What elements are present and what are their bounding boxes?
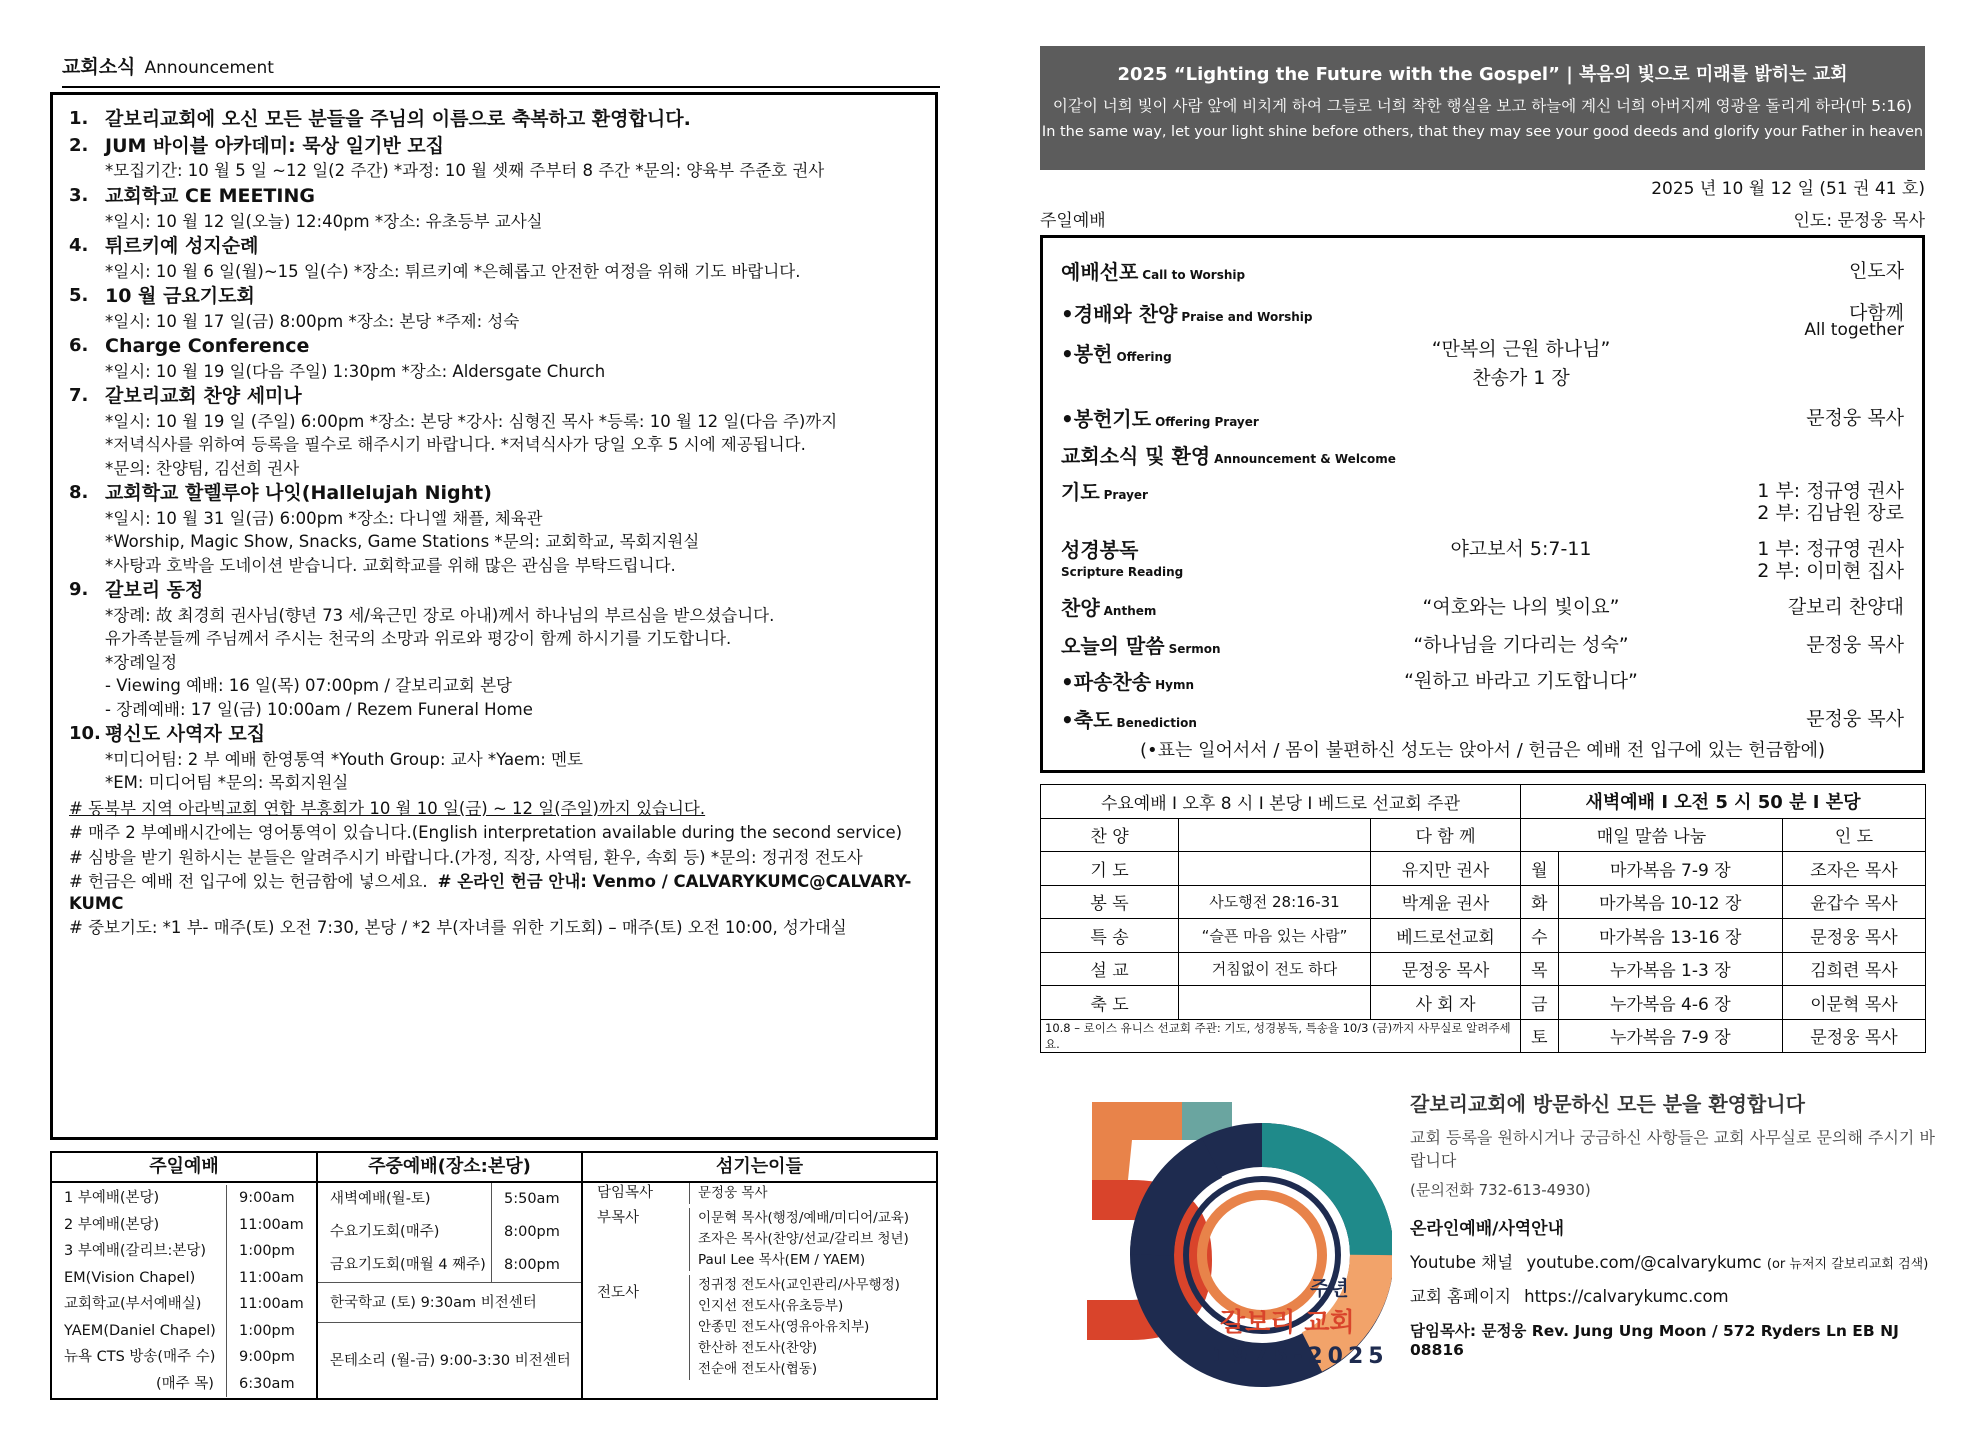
bulletin-date: 2025 년 10 월 12 일 (51 권 41 호) — [1651, 179, 1925, 199]
worship-note: (•표는 일어서서 / 몸이 불편하신 성도는 앉아서 / 헌금은 예배 전 입구에 있는 헌금함에) — [1140, 740, 1825, 761]
schedule-time: 5:50am — [491, 1183, 581, 1216]
schedule-name: 교회학교(부서예배실) — [64, 1296, 202, 1312]
announcement-number: 7. — [69, 385, 89, 407]
worship-row — [1061, 440, 1904, 469]
schedule-extra: 한국학교 (토) 9:30am 비전센터 — [318, 1282, 581, 1322]
staff-name: 조자은 목사(찬양/선교/갈리브 청년) — [698, 1231, 909, 1247]
schedule-name: 1 부예배(본당) — [64, 1190, 160, 1206]
worship-item-ko: 오늘의 말씀 — [1061, 634, 1165, 658]
schedule-time: 11:00am — [226, 1212, 316, 1239]
announcement-title: 튀르키예 성지순례 — [105, 234, 259, 257]
worship-item-label — [1061, 634, 1221, 658]
announcement-detail: *일시: 10 월 17 일(금) 8:00pm *장소: 본당 *주제: 성숙 — [105, 311, 520, 331]
worship-item-en: Prayer — [1103, 488, 1148, 502]
announcement-body — [105, 722, 921, 794]
announcement-item — [69, 184, 921, 232]
announcement-item — [69, 234, 921, 282]
table-row — [1041, 852, 1926, 886]
announcement-item — [69, 384, 921, 479]
table-cell: 인 도 — [1782, 818, 1925, 852]
staff-role: 부목사 — [597, 1210, 640, 1226]
table-cell: 누가복음 4-6 장 — [1558, 986, 1782, 1020]
worship-item-detail: “하나님을 기다리는 성숙” — [1413, 634, 1629, 656]
announcement-item — [69, 107, 921, 132]
announcement-number: 3. — [69, 184, 89, 206]
schedule-row — [52, 1238, 316, 1265]
worship-item-ko: •봉헌기도 — [1061, 407, 1152, 431]
announcement-title: JUM 바이블 아카데미: 묵상 일기반 모집 — [105, 134, 445, 157]
worship-item-leader: 인도자 — [1848, 260, 1904, 282]
staff-name: 이문혁 목사(행정/예배/미디어/교육) — [698, 1210, 910, 1226]
announcement-number: 9. — [69, 579, 89, 601]
worship-item-detail: “원하고 바라고 기도합니다” — [1404, 670, 1638, 692]
announcement-detail: *장례일정 — [105, 652, 178, 672]
schedule-row — [52, 1291, 316, 1318]
table-cell: 기 도 — [1041, 852, 1179, 886]
announcement-detail: 유가족분들께 주님께서 주시는 천국의 소망과 위로와 평강이 함께 하시기를 기도합니다. — [105, 629, 732, 649]
homepage-line — [1410, 1283, 1950, 1307]
homepage-link[interactable]: https://calvarykumc.com — [1524, 1287, 1729, 1306]
worship-item-leader: 다함께 — [1848, 302, 1904, 324]
announcement-notes — [69, 798, 921, 939]
banner-verse-en: In the same way, let your light shine before others, that they may see your good deeds and glorify your Father in heaven — [1041, 124, 1924, 140]
note-line — [69, 917, 921, 938]
worship-item-leader: All together — [1804, 320, 1904, 340]
table-cell: 수 — [1521, 919, 1559, 953]
announcement-body — [105, 578, 921, 720]
service-line — [1040, 206, 1925, 231]
worship-item-en: Praise and Worship — [1181, 310, 1313, 324]
logo-suffix: 주년 — [1310, 1276, 1349, 1300]
table-cell: 다 함 께 — [1371, 818, 1521, 852]
worship-order — [1040, 235, 1925, 773]
table-cell: 문정웅 목사 — [1782, 919, 1925, 953]
announcement-detail: *일시: 10 월 6 일(월)~15 일(수) *장소: 튀르키예 *은혜롭고 안전한 여정을 위해 기도 바랍니다. — [105, 261, 801, 281]
table-row — [1041, 885, 1926, 919]
table-cell: 설 교 — [1041, 952, 1179, 986]
announcement-item — [69, 284, 921, 332]
worship-item-ko: 기도 — [1061, 480, 1100, 504]
announcement-header — [62, 52, 940, 88]
announcement-detail: *EM: 미디어팀 *문의: 목회지원실 — [105, 773, 349, 793]
announcement-number: 5. — [69, 285, 89, 307]
table-cell: 누가복음 1-3 장 — [1558, 952, 1782, 986]
worship-row — [1061, 256, 1904, 285]
table-cell: 마가복음 7-9 장 — [1558, 852, 1782, 886]
logo-church-name: 갈보리 교회 — [1220, 1308, 1355, 1338]
announcement-body — [105, 134, 921, 182]
announcement-number: 4. — [69, 234, 89, 256]
youtube-link[interactable]: youtube.com/@calvarykumc — [1526, 1253, 1762, 1272]
table-cell — [1179, 818, 1371, 852]
announcement-item — [69, 134, 921, 182]
announcement-body — [105, 481, 921, 576]
register-text: 교회 등록을 원하시거나 궁금하신 사항들은 교회 사무실로 문의해 주시기 바랍니다 — [1410, 1128, 1935, 1170]
service-leader: 인도: 문정웅 목사 — [1793, 211, 1925, 231]
staff-names — [689, 1208, 909, 1271]
table-foot-note: 10.8 – 로이스 유니스 선교회 주관: 기도, 성경봉독, 특송을 10/3 (금)까지 사무실로 알려주세요. — [1041, 1019, 1521, 1053]
staff-name: 안종민 전도사(영유아유치부) — [698, 1319, 870, 1335]
worship-item-en: Offering — [1116, 350, 1172, 364]
announcement-title: 10 월 금요기도회 — [105, 285, 255, 308]
youtube-label: Youtube 채널 — [1410, 1253, 1514, 1272]
worship-item-en: Sermon — [1168, 642, 1221, 656]
worship-item-detail: “만복의 근원 하나님” — [1431, 338, 1611, 360]
schedule-extra: 몬테소리 (월-금) 9:00-3:30 비전센터 — [318, 1322, 581, 1398]
worship-item-label — [1061, 480, 1148, 504]
announcement-title: 교회학교 CE MEETING — [105, 184, 315, 207]
announcement-detail: *문의: 찬양팀, 김선희 권사 — [105, 458, 300, 478]
schedule-name: 2 부예배(본당) — [64, 1216, 160, 1233]
schedule-time: 9:00pm — [226, 1344, 316, 1371]
schedule-row — [52, 1185, 316, 1212]
worship-item-en: Anthem — [1103, 604, 1157, 618]
worship-row — [1061, 298, 1904, 327]
schedule-name: 3 부예배(갈리브:본당) — [64, 1243, 207, 1259]
table-cell: 박계윤 권사 — [1371, 885, 1521, 919]
staff-name: 인지선 전도사(유초등부) — [698, 1298, 844, 1314]
header-title-ko: 교회소식 — [62, 56, 136, 78]
youtube-line — [1410, 1249, 1950, 1273]
schedule-row — [52, 1318, 316, 1345]
staff-list — [583, 1153, 936, 1398]
anniversary-logo — [1062, 1090, 1392, 1400]
announcement-detail: *일시: 10 월 19 일 (주일) 6:00pm *장소: 본당 *강사: 심형진 목사 *등록: 10 월 12 일(다음 주)까지 — [105, 412, 838, 431]
worship-row — [1061, 630, 1904, 659]
announcement-title: 평신도 사역자 모집 — [105, 723, 266, 746]
schedule-name: YAEM(Daniel Chapel) — [64, 1322, 216, 1339]
announcement-number: 2. — [69, 134, 89, 156]
theme-banner — [1040, 46, 1925, 170]
worship-item-ko: •축도 — [1061, 708, 1113, 732]
announcement-detail: *사탕과 호박을 도네이션 받습니다. 교회학교를 위해 많은 관심을 부탁드립니다. — [105, 555, 676, 575]
table-row — [1041, 818, 1926, 852]
worship-item-en: Scripture Reading — [1061, 565, 1184, 579]
table-cell: 목 — [1521, 952, 1559, 986]
announcement-body — [105, 234, 921, 282]
note-line — [69, 871, 921, 914]
announcement-detail: *모집기간: 10 월 5 일 ~12 일(2 주간) *과정: 10 월 셋째 주부터 8 주간 *문의: 양육부 주준호 권사 — [105, 161, 825, 181]
schedule-row — [318, 1183, 581, 1216]
staff-name: 정귀정 전도사(교인관리/사무행정) — [698, 1277, 900, 1293]
worship-item-label — [1061, 407, 1259, 431]
wednesday-dawn-table — [1040, 784, 1926, 1053]
announcement-title: 갈보리 동정 — [105, 579, 204, 602]
staff-role: 전도사 — [597, 1285, 640, 1301]
table-cell: 찬 양 — [1041, 818, 1179, 852]
table-cell: 매일 말씀 나눔 — [1521, 818, 1783, 852]
staff-names — [689, 1275, 900, 1380]
staff-row — [583, 1183, 936, 1204]
staff-names — [689, 1183, 768, 1204]
announcement-body — [105, 184, 921, 232]
announcement-detail: *일시: 10 월 12 일(오늘) 12:40pm *장소: 유초등부 교사실 — [105, 211, 543, 231]
announcement-body — [105, 284, 921, 332]
phone-text: (문의전화 732-613-4930) — [1410, 1181, 1591, 1199]
table-cell: 이문혁 목사 — [1782, 986, 1925, 1020]
table-cell: 축 도 — [1041, 986, 1179, 1020]
worship-item-label — [1061, 342, 1172, 366]
schedule-row — [318, 1249, 581, 1282]
note-text: # 동북부 지역 아라빅교회 연합 부흥회가 10 월 10 일(금) ~ 12 일(주일)까지 있습니다. — [69, 798, 706, 818]
announcement-detail: *장례: 故 최경희 권사님(향년 73 세/육근민 장로 아내)께서 하나님의 부르심을 받으셨습니다. — [105, 606, 775, 625]
worship-item-detail: 야고보서 5:7-11 — [1450, 538, 1592, 560]
staff-name: 전순애 전도사(협동) — [698, 1361, 818, 1377]
schedule-row — [52, 1344, 316, 1371]
worship-item-label — [1061, 302, 1313, 326]
schedule-time: 1:00pm — [226, 1318, 316, 1345]
staff-title: 섬기는이들 — [583, 1153, 936, 1183]
table-cell: 윤갑수 목사 — [1782, 885, 1925, 919]
sunday-schedule-title: 주일예배 — [52, 1153, 316, 1183]
table-cell: 조자은 목사 — [1782, 852, 1925, 886]
announcement-title: Charge Conference — [105, 335, 310, 358]
logo-years: 1975-2025 — [1212, 1344, 1389, 1369]
worship-item-detail: 찬송가 1 장 — [1472, 367, 1570, 389]
worship-row — [1061, 403, 1904, 432]
worship-item-en: Hymn — [1155, 678, 1194, 692]
note-text: # 심방을 받기 원하시는 분들은 알려주시기 바랍니다.(가정, 직장, 사역팀, 환우, 속회 등) *문의: 정귀정 전도사 — [69, 847, 863, 867]
schedule-name: 수요기도회(매주) — [330, 1224, 440, 1240]
schedule-name: 새벽예배(월-토) — [330, 1191, 431, 1207]
announcement-title: 교회학교 할렐루야 나잇(Hallelujah Night) — [105, 482, 492, 505]
table-cell: 거침없이 전도 하다 — [1179, 952, 1371, 986]
announcement-detail: *미디어팀: 2 부 예배 한영통역 *Youth Group: 교사 *Yaem: 멘토 — [105, 749, 583, 769]
dawn-header: 새벽예배 I 오전 5 시 50 분 I 본당 — [1521, 785, 1926, 819]
schedule-row — [318, 1216, 581, 1249]
welcome-heading: 갈보리교회에 방문하신 모든 분을 환영합니다 — [1410, 1092, 1805, 1116]
worship-item-label — [1061, 670, 1194, 694]
announcement-detail: *Worship, Magic Show, Snacks, Game Stations *문의: 교회학교, 목회지원실 — [105, 532, 700, 552]
worship-item-label — [1061, 444, 1396, 468]
announcement-item — [69, 481, 921, 576]
schedule-time: 11:00am — [226, 1291, 316, 1318]
pastor-address: 담임목사: 문정웅 Rev. Jung Ung Moon / 572 Ryders Ln EB NJ 08816 — [1410, 1322, 1899, 1359]
worship-item-leader: 갈보리 찬양대 — [1787, 596, 1904, 618]
schedule-time: 8:00pm — [491, 1216, 581, 1249]
staff-row — [583, 1275, 936, 1380]
homepage-label: 교회 홈페이지 — [1410, 1287, 1511, 1306]
announcement-detail: *일시: 10 월 31 일(금) 6:00pm *장소: 다니엘 채플, 체육관 — [105, 509, 543, 528]
announcement-body — [105, 334, 921, 382]
announcement-item — [69, 334, 921, 382]
table-cell: 마가복음 10-12 장 — [1558, 885, 1782, 919]
table-cell: 토 — [1521, 1019, 1559, 1053]
announcement-list — [69, 107, 921, 794]
staff-name: 문정웅 목사 — [698, 1185, 768, 1201]
announcement-detail: *저녁식사를 위하여 등록을 필수로 해주시기 바랍니다. *저녁식사가 당일 오후 5 시에 제공됩니다. — [105, 435, 806, 455]
table-cell: 화 — [1521, 885, 1559, 919]
worship-item-ko: •봉헌 — [1061, 342, 1113, 366]
worship-item-ko: 교회소식 및 환영 — [1061, 444, 1211, 468]
note-text: # 헌금은 예배 전 입구에 있는 헌금함에 넣으세요. — [69, 872, 428, 892]
worship-item-leader: 2 부: 김남원 장로 — [1757, 502, 1904, 524]
table-cell: 월 — [1521, 852, 1559, 886]
worship-item-en: Offering Prayer — [1155, 415, 1259, 429]
worship-item-leader: 문정웅 목사 — [1806, 407, 1904, 429]
schedule-time: 6:30am — [226, 1371, 316, 1398]
worship-row — [1061, 704, 1904, 733]
table-cell: 김희련 목사 — [1782, 952, 1925, 986]
table-row — [1041, 919, 1926, 953]
announcement-title: 갈보리교회에 오신 모든 분들을 주님의 이름으로 축복하고 환영합니다. — [105, 108, 691, 130]
worship-item-label — [1061, 260, 1245, 284]
online-offering-note: # 온라인 헌금 안내: Venmo / CALVARYKUMC@CALVARY-KUMC — [69, 872, 912, 913]
staff-name: Paul Lee 목사(EM / YAEM) — [698, 1252, 866, 1268]
staff-row — [583, 1208, 936, 1271]
staff-name: 한산하 전도사(찬양) — [698, 1340, 818, 1356]
table-cell: 사도행전 28:16-31 — [1179, 885, 1371, 919]
service-title: 주일예배 — [1040, 211, 1106, 231]
announcement-detail: *일시: 10 월 19 일(다음 주일) 1:30pm *장소: Aldersgate Church — [105, 361, 606, 381]
header-title-en: Announcement — [144, 58, 274, 78]
schedule-name: (매주 목) — [156, 1375, 214, 1392]
table-cell: 봉 독 — [1041, 885, 1179, 919]
announcement-title: 갈보리교회 찬양 세미나 — [105, 385, 302, 408]
announcement-item — [69, 722, 921, 794]
table-cell: 특 송 — [1041, 919, 1179, 953]
announcement-body — [105, 384, 921, 479]
worship-item-ko: 성경봉독 — [1061, 538, 1139, 562]
weekday-schedule-title: 주중예배(장소:본당) — [318, 1153, 581, 1183]
table-cell — [1179, 852, 1371, 886]
announcement-number: 6. — [69, 335, 89, 357]
sunday-schedule — [52, 1153, 318, 1398]
table-cell: 마가복음 13-16 장 — [1558, 919, 1782, 953]
table-cell — [1179, 986, 1371, 1020]
banner-theme: 2025 “Lighting the Future with the Gospel” | 복음의 빛으로 미래를 밝히는 교회 — [1117, 64, 1848, 85]
schedule-row — [52, 1371, 316, 1398]
table-cell: 문정웅 목사 — [1782, 1019, 1925, 1053]
announcement-item — [69, 578, 921, 720]
schedule-time: 8:00pm — [491, 1249, 581, 1282]
note-text: # 매주 2 부예배시간에는 영어통역이 있습니다.(English interpretation available during the second service) — [69, 823, 903, 843]
table-foot-row — [1041, 1019, 1926, 1053]
schedule-name: EM(Vision Chapel) — [64, 1269, 196, 1286]
staff-role: 담임목사 — [597, 1185, 654, 1201]
note-line — [69, 798, 921, 819]
worship-item-leader: 문정웅 목사 — [1806, 708, 1904, 730]
announcement-number: 8. — [69, 482, 89, 504]
weekday-schedule — [318, 1153, 583, 1398]
note-line — [69, 822, 921, 843]
table-cell: 누가복음 7-9 장 — [1558, 1019, 1782, 1053]
announcement-number: 10. — [69, 723, 101, 745]
announcement-number: 1. — [69, 108, 89, 129]
schedule-row — [52, 1265, 316, 1292]
table-cell: 유지만 권사 — [1371, 852, 1521, 886]
church-info — [1410, 1088, 1950, 1359]
worship-item-leader: 1 부: 정규영 권사 — [1757, 480, 1904, 502]
wednesday-header: 수요예배 I 오후 8 시 I 본당 I 베드로 선교회 주관 — [1041, 785, 1521, 819]
table-row — [1041, 952, 1926, 986]
table-row — [1041, 986, 1926, 1020]
worship-item-en: Call to Worship — [1142, 268, 1246, 282]
table-cell: 베드로선교회 — [1371, 919, 1521, 953]
worship-item-leader: 2 부: 이미현 집사 — [1757, 560, 1904, 582]
banner-verse-ko: 이같이 너희 빛이 사람 앞에 비치게 하여 그들로 너희 착한 행실을 보고 하늘에 계신 너희 아버지께 영광을 돌리게 하라(마 5:16) — [1052, 97, 1913, 115]
schedule-row — [52, 1212, 316, 1239]
table-header-row — [1041, 785, 1926, 819]
worship-item-en: Announcement & Welcome — [1214, 452, 1396, 466]
worship-item-detail: “여호와는 나의 빛이요” — [1422, 596, 1620, 618]
worship-item-ko: •파송찬송 — [1061, 670, 1152, 694]
worship-item-leader: 문정웅 목사 — [1806, 634, 1904, 656]
worship-item-en: Benediction — [1116, 716, 1197, 730]
announcement-body — [105, 107, 921, 132]
table-cell: “슬픈 마음 있는 사람” — [1179, 919, 1371, 953]
worship-item-ko: 예배선포 — [1061, 260, 1139, 284]
schedule-time: 1:00pm — [226, 1238, 316, 1265]
worship-row — [1061, 592, 1904, 621]
worship-item-leader: 1 부: 정규영 권사 — [1757, 538, 1904, 560]
table-cell: 사 회 자 — [1371, 986, 1521, 1020]
table-cell: 금 — [1521, 986, 1559, 1020]
note-text: # 중보기도: *1 부- 매주(토) 오전 7:30, 본당 / *2 부(자녀를 위한 기도회) – 매주(토) 오전 10:00, 성가대실 — [69, 917, 847, 937]
worship-item-label — [1061, 708, 1197, 732]
table-cell: 문정웅 목사 — [1371, 952, 1521, 986]
worship-item-ko: •경배와 찬양 — [1061, 302, 1178, 326]
schedule-time: 11:00am — [226, 1265, 316, 1292]
online-heading: 온라인예배/사역안내 — [1410, 1219, 1565, 1239]
schedule-time: 9:00am — [226, 1185, 316, 1212]
schedule-name: 뉴욕 CTS 방송(매주 수) — [64, 1349, 216, 1365]
worship-item-ko: 찬양 — [1061, 596, 1100, 620]
announcement-detail: - 장례예배: 17 일(금) 10:00am / Rezem Funeral Home — [105, 699, 533, 719]
note-line — [69, 847, 921, 868]
announcement-box — [50, 92, 938, 1140]
schedule-name: 금요기도회(매월 4 째주) — [330, 1257, 486, 1273]
worship-row — [1061, 666, 1904, 695]
worship-item-label — [1061, 596, 1156, 620]
schedule-table — [50, 1151, 938, 1400]
youtube-note: (or 뉴저지 갈보리교회 검색) — [1766, 1257, 1929, 1272]
announcement-detail: - Viewing 예배: 16 일(목) 07:00pm / 갈보리교회 본당 — [105, 676, 512, 696]
